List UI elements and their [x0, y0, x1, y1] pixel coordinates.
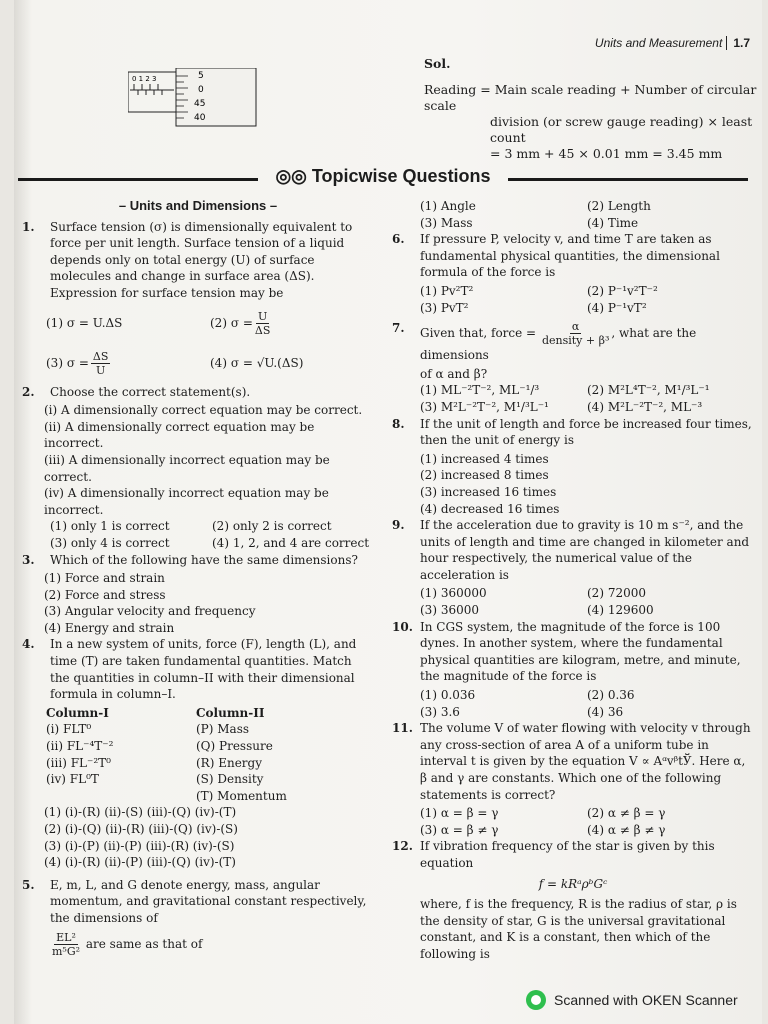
- match-table: [22, 705, 374, 805]
- question-number: 8.: [392, 416, 405, 431]
- option: (1) 360000: [420, 586, 487, 601]
- question-text: where, f is the frequency, R is the radius of star, ρ is the density of star, G is the universal gravitational constant, and K is a constant, then which of the following is: [420, 897, 737, 961]
- options: [22, 518, 374, 551]
- solution-block: [424, 56, 768, 162]
- solution-line: division (or screw gauge reading) × least count: [490, 114, 753, 145]
- question-number: 2.: [22, 384, 35, 399]
- statement: (iii) A dimensionally incorrect equation may be correct.: [44, 452, 330, 484]
- option: (2) (i)-(Q) (ii)-(R) (iii)-(Q) (iv)-(S): [44, 822, 238, 836]
- screw-gauge-figure: [128, 68, 258, 128]
- option: (4) 1, 2, and 4 are correct: [212, 535, 370, 550]
- option: (2) 0.36: [587, 688, 635, 703]
- cell: (R) Energy: [196, 755, 262, 770]
- question-9: [392, 517, 754, 583]
- option: (1) Force and strain: [44, 571, 165, 586]
- question-number: 5.: [22, 877, 35, 892]
- question-text: E, m, L, and G denote energy, mass, angular momentum, and gravitational constant respectively, the dimensions of: [50, 877, 367, 925]
- cell: (T) Momentum: [196, 788, 287, 803]
- statement: (i) A dimensionally correct equation may be correct.: [44, 403, 363, 418]
- question-11: [392, 720, 754, 803]
- options: [392, 585, 754, 618]
- column-header: Column-II: [196, 705, 265, 720]
- solution-line: = 3 mm + 45 × 0.01 mm = 3.45 mm: [490, 146, 723, 161]
- option: (3) only 4 is correct: [50, 535, 170, 550]
- option: (1) σ = U.ΔS: [46, 316, 123, 331]
- numerator: ΔS: [92, 350, 109, 364]
- option: (3) M²L⁻²T⁻², M¹/³L⁻¹: [420, 399, 549, 414]
- question-text: In a new system of units, force (F), length (L), and time (T) are taken fundamental quantities. Match the quantities in column–II with their dimensional formula in column–I.: [50, 637, 357, 702]
- question-text: Surface tension (σ) is dimensionally equivalent to force per unit length. Surface tension of a liquid depends only on total energy (U) of surface molecules and change in surface area (ΔS). Expression for surface tension may be: [50, 219, 353, 300]
- right-column: [392, 198, 754, 963]
- option: (4) 129600: [587, 603, 654, 618]
- option: (2) increased 8 times: [420, 468, 549, 483]
- equation: f = kRᵃρᵇGᶜ: [538, 876, 608, 891]
- option: (2) Force and stress: [44, 587, 166, 602]
- question-10: [392, 619, 754, 685]
- option: (4) α ≠ β ≠ γ: [587, 822, 666, 837]
- question-text: , what are the dimensions: [420, 326, 697, 363]
- left-column: [22, 198, 374, 958]
- question-12: [392, 838, 754, 871]
- option: (1) only 1 is correct: [50, 519, 170, 534]
- option: (4) Time: [587, 215, 639, 230]
- option: (3) increased 16 times: [420, 484, 557, 499]
- question-text: If vibration frequency of the star is given by this equation: [420, 839, 715, 870]
- option: (3) (i)-(P) (ii)-(P) (iii)-(R) (iv)-(S): [44, 838, 235, 853]
- topic-heading: [18, 166, 748, 192]
- option: (4) P⁻¹vT²: [587, 300, 647, 315]
- numerator: α: [571, 320, 580, 334]
- option: (2) P⁻¹v²T⁻²: [587, 283, 658, 298]
- running-header: [595, 36, 750, 50]
- option: (1) Pv²T²: [420, 283, 474, 298]
- option: (3) Angular velocity and frequency: [44, 604, 256, 619]
- options: [392, 805, 754, 838]
- chapter-title: Units and Measurement: [594, 36, 723, 50]
- question-text: If the unit of length and force be increased four times, then the unit of energy is: [420, 416, 752, 448]
- question-text: If the acceleration due to gravity is 10 m s⁻², and the units of length and time are changed in kilometer and hour respectively, the numerical value of the acceleration is: [420, 518, 750, 582]
- options: [392, 687, 754, 720]
- fraction: [542, 320, 609, 347]
- option: (1) ML⁻²T⁻², ML⁻¹/³: [420, 383, 540, 398]
- cell: (iv) FL⁰T: [46, 772, 99, 787]
- question-number: 9.: [392, 518, 405, 533]
- options: [392, 382, 754, 415]
- denominator: density + β³: [541, 334, 610, 348]
- question-5: [22, 877, 374, 927]
- denominator: U: [95, 364, 106, 378]
- circular-scale-mark: 45: [194, 99, 206, 109]
- column-header: Column-I: [46, 705, 109, 720]
- topic-title: [18, 166, 748, 187]
- topic-icon: ◎◎: [275, 166, 312, 186]
- main-scale-label: 0 1 2 3: [132, 75, 157, 83]
- question-number: 4.: [22, 637, 35, 652]
- option: [210, 310, 374, 337]
- fraction: [52, 931, 80, 958]
- fraction: [91, 350, 110, 377]
- option-prefix: (2) σ =: [210, 316, 253, 331]
- question-text: The volume V of water flowing with velocity v through any cross-section of area A of a uniform tube in interval t is given by the equation V ∝ AᵅvᵝtЎ. Here α, β and γ are constants. Which one of the following statements is correct?: [420, 721, 751, 802]
- options: [392, 198, 754, 231]
- option: (3) α = β ≠ γ: [420, 822, 499, 837]
- page-number: 1.7: [726, 36, 750, 50]
- options: [392, 283, 754, 316]
- numerator: U: [257, 310, 268, 324]
- option: (1) (i)-(R) (ii)-(S) (iii)-(Q) (iv)-(T): [44, 805, 237, 820]
- option: (4) decreased 16 times: [420, 501, 560, 516]
- scanner-logo-icon: [526, 990, 546, 1010]
- question-text: of α and β?: [420, 366, 488, 381]
- cell: (ii) FL⁻⁴T⁻²: [46, 739, 114, 754]
- question-text: If pressure P, velocity v, and time T are taken as fundamental physical quantities, the dimensional formula of the force is: [420, 232, 720, 280]
- option: (3) 3.6: [420, 704, 460, 719]
- option: (2) only 2 is correct: [212, 519, 332, 534]
- question-number: 7.: [392, 321, 405, 336]
- cell: (P) Mass: [196, 722, 250, 737]
- solution-line: Reading = Main scale reading + Number of circular scale: [424, 82, 757, 113]
- question-number: 3.: [22, 552, 35, 567]
- question-text: In CGS system, the magnitude of the force is 100 dynes. In another system, where the fundamental physical quantities are kilogram, metre, and minute, the magnitude of the force is: [420, 619, 741, 684]
- question-7: [392, 320, 754, 364]
- question-number: 1.: [22, 219, 35, 234]
- question-6: [392, 231, 754, 281]
- option: (3) 36000: [420, 603, 479, 618]
- scanner-watermark: [526, 990, 738, 1010]
- question-1: [22, 219, 374, 302]
- section-title: – Units and Dimensions –: [118, 198, 278, 213]
- numerator: EL²: [56, 930, 76, 944]
- option: (2) Length: [587, 199, 651, 213]
- solution-label: Sol.: [424, 56, 451, 71]
- topic-title-text: Topicwise Questions: [311, 166, 491, 186]
- question-number: 10.: [392, 619, 413, 634]
- question-number: 6.: [392, 232, 405, 247]
- heading-rule: [508, 178, 748, 181]
- cell: (i) FLT⁰: [46, 722, 92, 737]
- question-4: [22, 636, 374, 702]
- circular-scale-mark: 5: [198, 71, 204, 81]
- denominator: m⁵G²: [52, 944, 81, 958]
- option: (1) α = β = γ: [420, 806, 499, 821]
- fraction: [255, 310, 270, 337]
- cell: (Q) Pressure: [196, 739, 273, 754]
- option: (3) PvT²: [420, 300, 469, 315]
- option-prefix: (3) σ =: [46, 356, 89, 371]
- option: (2) M²L⁴T⁻², M¹/³L⁻¹: [587, 383, 710, 398]
- option: (1) Angle: [420, 199, 476, 213]
- option: (4) σ = √U.(ΔS): [210, 356, 304, 371]
- cell: (S) Density: [196, 772, 264, 787]
- question-text: Which of the following have the same dimensions?: [50, 552, 358, 567]
- option: (2) 72000: [587, 586, 646, 601]
- question-text: Choose the correct statement(s).: [50, 384, 251, 399]
- question-text: are same as that of: [85, 936, 203, 951]
- question-5-expression: [22, 931, 374, 958]
- option: (4) M²L⁻²T⁻², ML⁻³: [587, 399, 703, 414]
- options: [22, 344, 374, 384]
- question-number: 11.: [392, 721, 413, 736]
- options: [22, 304, 374, 344]
- question-text: Given that, force =: [420, 326, 537, 341]
- option: (4) 36: [587, 704, 624, 719]
- option: (3) Mass: [420, 215, 473, 230]
- watermark-text: Scanned with OKEN Scanner: [554, 992, 738, 1008]
- circular-scale-mark: 40: [194, 113, 206, 123]
- denominator: ΔS: [254, 324, 271, 338]
- statement: (ii) A dimensionally correct equation may be incorrect.: [44, 419, 315, 451]
- statement: (iv) A dimensionally incorrect equation may be incorrect.: [44, 486, 329, 517]
- option: (1) increased 4 times: [420, 451, 549, 466]
- cell: (iii) FL⁻²T⁰: [46, 755, 111, 770]
- cell: [46, 788, 196, 805]
- option: (4) Energy and strain: [44, 620, 175, 635]
- option: (4) (i)-(R) (ii)-(P) (iii)-(Q) (iv)-(T): [44, 855, 236, 870]
- question-8: [392, 416, 754, 449]
- question-3: [22, 552, 374, 569]
- option: [46, 350, 210, 377]
- option: (2) α ≠ β = γ: [587, 806, 666, 821]
- question-2: [22, 384, 374, 401]
- question-number: 12.: [392, 839, 413, 854]
- option: (1) 0.036: [420, 688, 476, 703]
- circular-scale-mark: 0: [198, 85, 204, 95]
